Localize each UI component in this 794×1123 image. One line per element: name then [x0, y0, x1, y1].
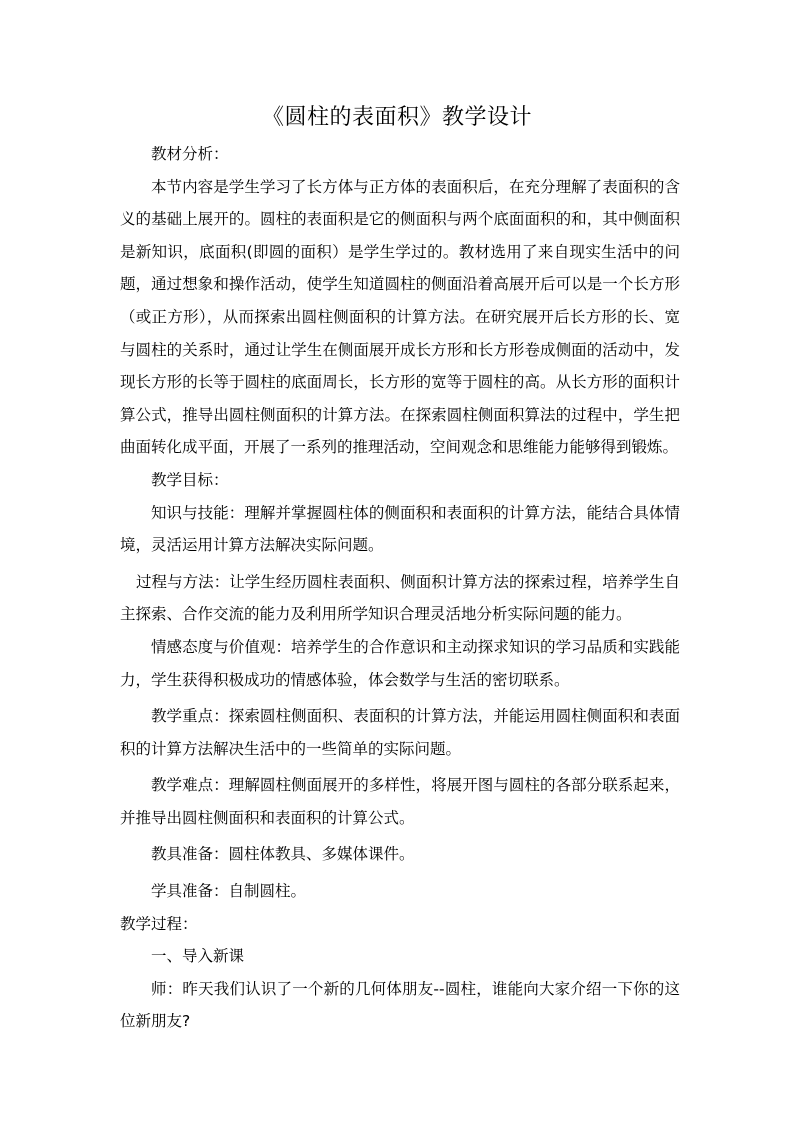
paragraph-textbook-analysis: 本节内容是学生学习了长方体与正方体的表面积后，在充分理解了表面积的含义的基础上展开的。圆柱的表面积是它的侧面积与两个底面面积的和，其中侧面积是新知识，底面积(即圆的面积）是学生学过的。教材选用了来自现实生活中的问题，通过想象和操作活动，使学生知道圆柱的侧面沿着高展开后可以是一个长方形（或正方形），从而探索出圆柱侧面积的计算方法。在研究展开后长方形的长、宽与圆柱的关系时，通过让学生在侧面展开成长方形和长方形卷成侧面的活动中，发现长方形的长等于圆柱的底面周长，长方形的宽等于圆柱的高。从长方形的面积计算公式，推导出圆柱侧面积的计算方法。在探索圆柱侧面积算法的过程中，学生把曲面转化成平面，开展了一系列的推理活动，空间观念和思维能力能够得到锻炼。 — [120, 177, 680, 457]
document-title: 《圆柱的表面积》教学设计 — [261, 105, 532, 130]
section-heading-teaching-goals: 教学目标： — [151, 470, 229, 489]
paragraph-key-points: 教学重点：探索圆柱侧面积、表面积的计算方法，并能运用圆柱侧面积和表面积的计算方法解决生活中的一些简单的实际问题。 — [120, 707, 680, 758]
section-heading-textbook-analysis: 教材分析： — [151, 145, 229, 163]
paragraph-teaching-aids: 教具准备：圆柱体教具、多媒体课件。 — [151, 845, 415, 864]
paragraph-knowledge-skills: 知识与技能：理解并掌握圆柱体的侧面积和表面积的计算方法，能结合具体情境，灵活运用计算方法解决实际问题。 — [120, 503, 680, 555]
subheading-new-lesson-intro: 一、导入新课 — [151, 947, 245, 966]
paragraph-attitudes-values: 情感态度与价值观：培养学生的合作意识和主动探求知识的学习品质和实践能力，学生获得积极成功的情感体验，体会数学与生活的密切联系。 — [120, 637, 680, 689]
paragraph-process-methods: 过程与方法：让学生经历圆柱表面积、侧面积计算方法的探索过程，培养学生自主探索、合作交流的能力及利用所学知识合理灵活地分析实际问题的能力。 — [120, 572, 680, 624]
paragraph-learning-aids: 学具准备：自制圆柱。 — [151, 882, 307, 901]
paragraph-difficult-points: 教学难点：理解圆柱侧面展开的多样性，将展开图与圆柱的各部分联系起来，并推导出圆柱侧面积和表面积的计算公式。 — [120, 776, 680, 827]
section-heading-teaching-process: 教学过程： — [120, 914, 198, 933]
paragraph-teacher-question: 师：昨天我们认识了一个新的几何体朋友--圆柱，谁能向大家介绍一下你的这位新朋友? — [120, 979, 680, 1031]
document-body — [120, 138, 680, 1038]
